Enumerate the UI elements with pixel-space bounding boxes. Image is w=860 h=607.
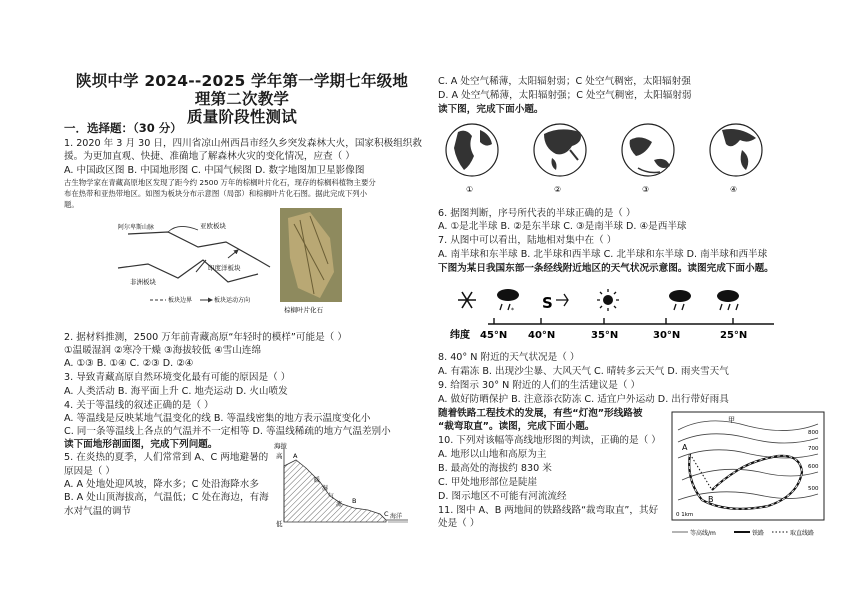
question-4-options-ab: A. 等温线是反映某地气温变化的线 B. 等温线密集的地方表示温度变化小	[64, 413, 371, 424]
material-intro-profile: 读下面地形剖面图，完成下列问题。	[64, 439, 218, 450]
question-8: 8. 40° N 附近的天气状况是（ ）	[438, 352, 580, 363]
plate-map-figure	[108, 212, 278, 312]
question-1-options: A. 中国政区图 B. 中国地形图 C. 中国气候图 D. 数字地图加卫星影像图	[64, 165, 365, 176]
frost-icon	[458, 292, 476, 308]
contour-value-800: 800	[808, 430, 819, 436]
question-5-cont: 原因是（ ）	[64, 466, 116, 477]
question-3-options: A. 人类活动 B. 海平面上升 C. 地壳运动 D. 火山喷发	[64, 386, 288, 397]
profile-axis-high: 高	[276, 452, 283, 460]
material-intro-3: 题。	[64, 200, 79, 209]
fossil-caption: 棕榈叶片化石	[284, 306, 323, 314]
profile-axis-altitude: 海拔	[274, 442, 287, 450]
exam-title	[72, 72, 412, 126]
question-5: 5. 在炎热的夏季，人们常常到 A、C 两地避暑的	[64, 452, 269, 463]
contour-label-b: B	[708, 495, 714, 504]
lat-25: 25°N	[720, 330, 748, 341]
lat-45: 45°N	[480, 330, 508, 341]
sunny-icon	[597, 289, 619, 311]
exam-title-line2: 质量阶段性测试	[187, 108, 297, 126]
globe-label-1: ①	[466, 185, 474, 194]
question-9: 9. 给图示 30° N 附近的人们的生活建议是（ ）	[438, 380, 641, 391]
sandstorm-icon	[542, 294, 568, 312]
eurasia-plate-label: 亚欧板块	[200, 222, 226, 230]
question-5-option-c: C. A 处空气稀薄，太阳辐射弱；C 处空气稠密，太阳辐射强	[438, 76, 691, 87]
exam-title-line1: 陕坝中学 2024--2025 学年第一学期七年级地理第二次教学	[75, 72, 409, 108]
lat-30: 30°N	[653, 330, 681, 341]
legend-contour: 等高线/m	[690, 530, 716, 537]
question-8-options: A. 有霜冻 B. 出现沙尘暴、大风天气 C. 晴转多云天气 D. 雨夹雪天气	[438, 366, 729, 377]
question-10-option-a: A. 地形以山地和高原为主	[438, 449, 547, 460]
hemisphere-globes-figure	[440, 120, 780, 196]
globe-4	[710, 124, 762, 194]
material-intro-1: 古生物学家在青藏高原地区发现了距今约 2500 万年的棕榈叶片化石，现存的棕榈科植物主要分	[64, 178, 376, 187]
profile-air-2: 湿	[322, 485, 329, 492]
globe-label-4: ④	[730, 185, 738, 194]
contour-label-jia: 甲	[728, 416, 735, 424]
range-label: 阿尔卑斯山脉	[118, 224, 155, 231]
question-4: 4. 关于等温线的叙述正确的是（ ）	[64, 400, 214, 411]
rain-icon-30	[669, 290, 691, 310]
question-6-options: A. ①是北半球 B. ②是东半球 C. ③是南半球 D. ④是西半球	[438, 221, 687, 232]
globe-1	[446, 124, 498, 194]
profile-air-3: 气	[328, 493, 335, 500]
rain-icon-25	[717, 290, 739, 310]
question-11-cont: 处是（ ）	[438, 518, 480, 529]
lat-40: 40°N	[528, 330, 556, 341]
question-7: 7. 从图中可以看出，陆地相对集中在（ ）	[438, 235, 617, 246]
material-intro-railway: 随着铁路工程技术的发展，有些“灯泡”形线路被	[438, 408, 643, 419]
contour-label-a: A	[682, 443, 688, 452]
globe-2	[534, 124, 586, 194]
material-intro-railway-cont: “裁弯取直”。读图，完成下面小题。	[438, 421, 595, 432]
question-10-option-b: B. 最高处的海拔约 830 米	[438, 463, 552, 474]
question-11: 11. 图中 A、B 两地间的铁路线路“裁弯取直”，其好	[438, 505, 659, 516]
africa-plate-label: 非洲板块	[130, 278, 156, 286]
globe-label-3: ③	[642, 185, 650, 194]
question-10: 10. 下列对该幅等高线地形图的判读，正确的是（ ）	[438, 435, 661, 446]
profile-air-4: 流	[336, 501, 343, 508]
globe-label-2: ②	[554, 185, 562, 194]
latitude-axis-label: 纬度	[450, 330, 470, 341]
question-6: 6. 据图判断，序号所代表的半球正确的是（ ）	[438, 208, 636, 219]
svg-text:S: S	[542, 294, 553, 312]
weather-strip-figure	[448, 282, 778, 346]
map-scale: 0 1km	[676, 512, 694, 518]
lat-35: 35°N	[591, 330, 619, 341]
legend-motion: 板块运动方向	[214, 297, 251, 304]
question-2-options-a: ①温暖湿润 ②寒冷干燥 ③海拔较低 ④雪山连绵	[64, 345, 262, 356]
profile-air-1: 暖	[314, 477, 321, 484]
material-intro-weather: 下图为某日我国东部一条经线附近地区的天气状况示意图。读图完成下面小题。	[438, 263, 774, 274]
question-10-option-d: D. 图示地区不可能有河流流经	[438, 491, 567, 502]
question-9-options: A. 做好防晒保护 B. 注意添衣防冻 C. 适宜户外运动 D. 出行带好雨具	[438, 394, 729, 405]
legend-railway: 铁路	[752, 530, 765, 537]
contour-value-500: 500	[808, 486, 819, 492]
question-2-options-b: A. ①③ B. ①④ C. ②③ D. ②④	[64, 358, 194, 369]
legend-straightened: 取直线路	[790, 530, 815, 537]
profile-label-b: B	[352, 497, 357, 505]
question-1: 1. 2020 年 3 月 30 日，四川省凉山州西昌市经久乡突发森林大火，国家积极组织救	[64, 138, 422, 149]
svg-text:*: *	[511, 307, 514, 314]
material-intro-globes: 读下图，完成下面小题。	[438, 104, 544, 115]
question-5-option-a: A. A 处地处迎风坡，降水多；C 处沿海降水多	[64, 479, 259, 490]
profile-label-a: A	[293, 452, 298, 460]
globe-3	[622, 124, 674, 194]
question-2: 2. 据材料推测，2500 万年前青藏高原“年轻时的模样”可能是（ ）	[64, 332, 347, 343]
palm-fossil-image	[280, 208, 342, 316]
contour-value-700: 700	[808, 446, 819, 452]
terrain-profile-figure	[272, 440, 412, 532]
question-7-options: A. 南半球和东半球 B. 北半球和西半球 C. 北半球和东半球 D. 南半球和西半球	[438, 249, 768, 260]
profile-label-c: C	[384, 510, 389, 518]
legend-boundary: 板块边界	[168, 297, 193, 304]
question-5-option-b-cont: 水对气温的调节	[64, 506, 132, 517]
profile-axis-low: 低	[276, 520, 283, 528]
question-1-cont: 援。为更加直观、快捷、准确地了解森林火灾的变化情况，应查（ ）	[64, 151, 355, 162]
question-3: 3. 导致青藏高原自然环境变化最有可能的原因是（ ）	[64, 372, 291, 383]
question-5-option-b: B. A 处山顶海拔高，气温低；C 处在海边，有海	[64, 492, 269, 503]
question-10-option-c: C. 甲处地形部位是陡崖	[438, 477, 538, 488]
contour-value-600: 600	[808, 464, 819, 470]
indian-plate-label: 印度洋板块	[208, 264, 241, 272]
material-intro-2: 布在热带和亚热带地区。如图为板块分布示意图（局部）和棕榈叶片化石图。据此完成下列小	[64, 189, 368, 198]
contour-railway-map	[668, 410, 830, 542]
question-5-option-d: D. A 处空气稀薄，太阳辐射强；C 处空气稠密，太阳辐射弱	[438, 90, 692, 101]
rain-snow-icon	[497, 289, 519, 314]
section-heading-choice: 一．选择题：（30 分）	[64, 121, 182, 135]
profile-sea-label: 海洋	[390, 513, 403, 520]
question-4-options-cd: C. 同一条等温线上各点的气温并不一定相等 D. 等温线稀疏的地方气温差别小	[64, 426, 391, 437]
